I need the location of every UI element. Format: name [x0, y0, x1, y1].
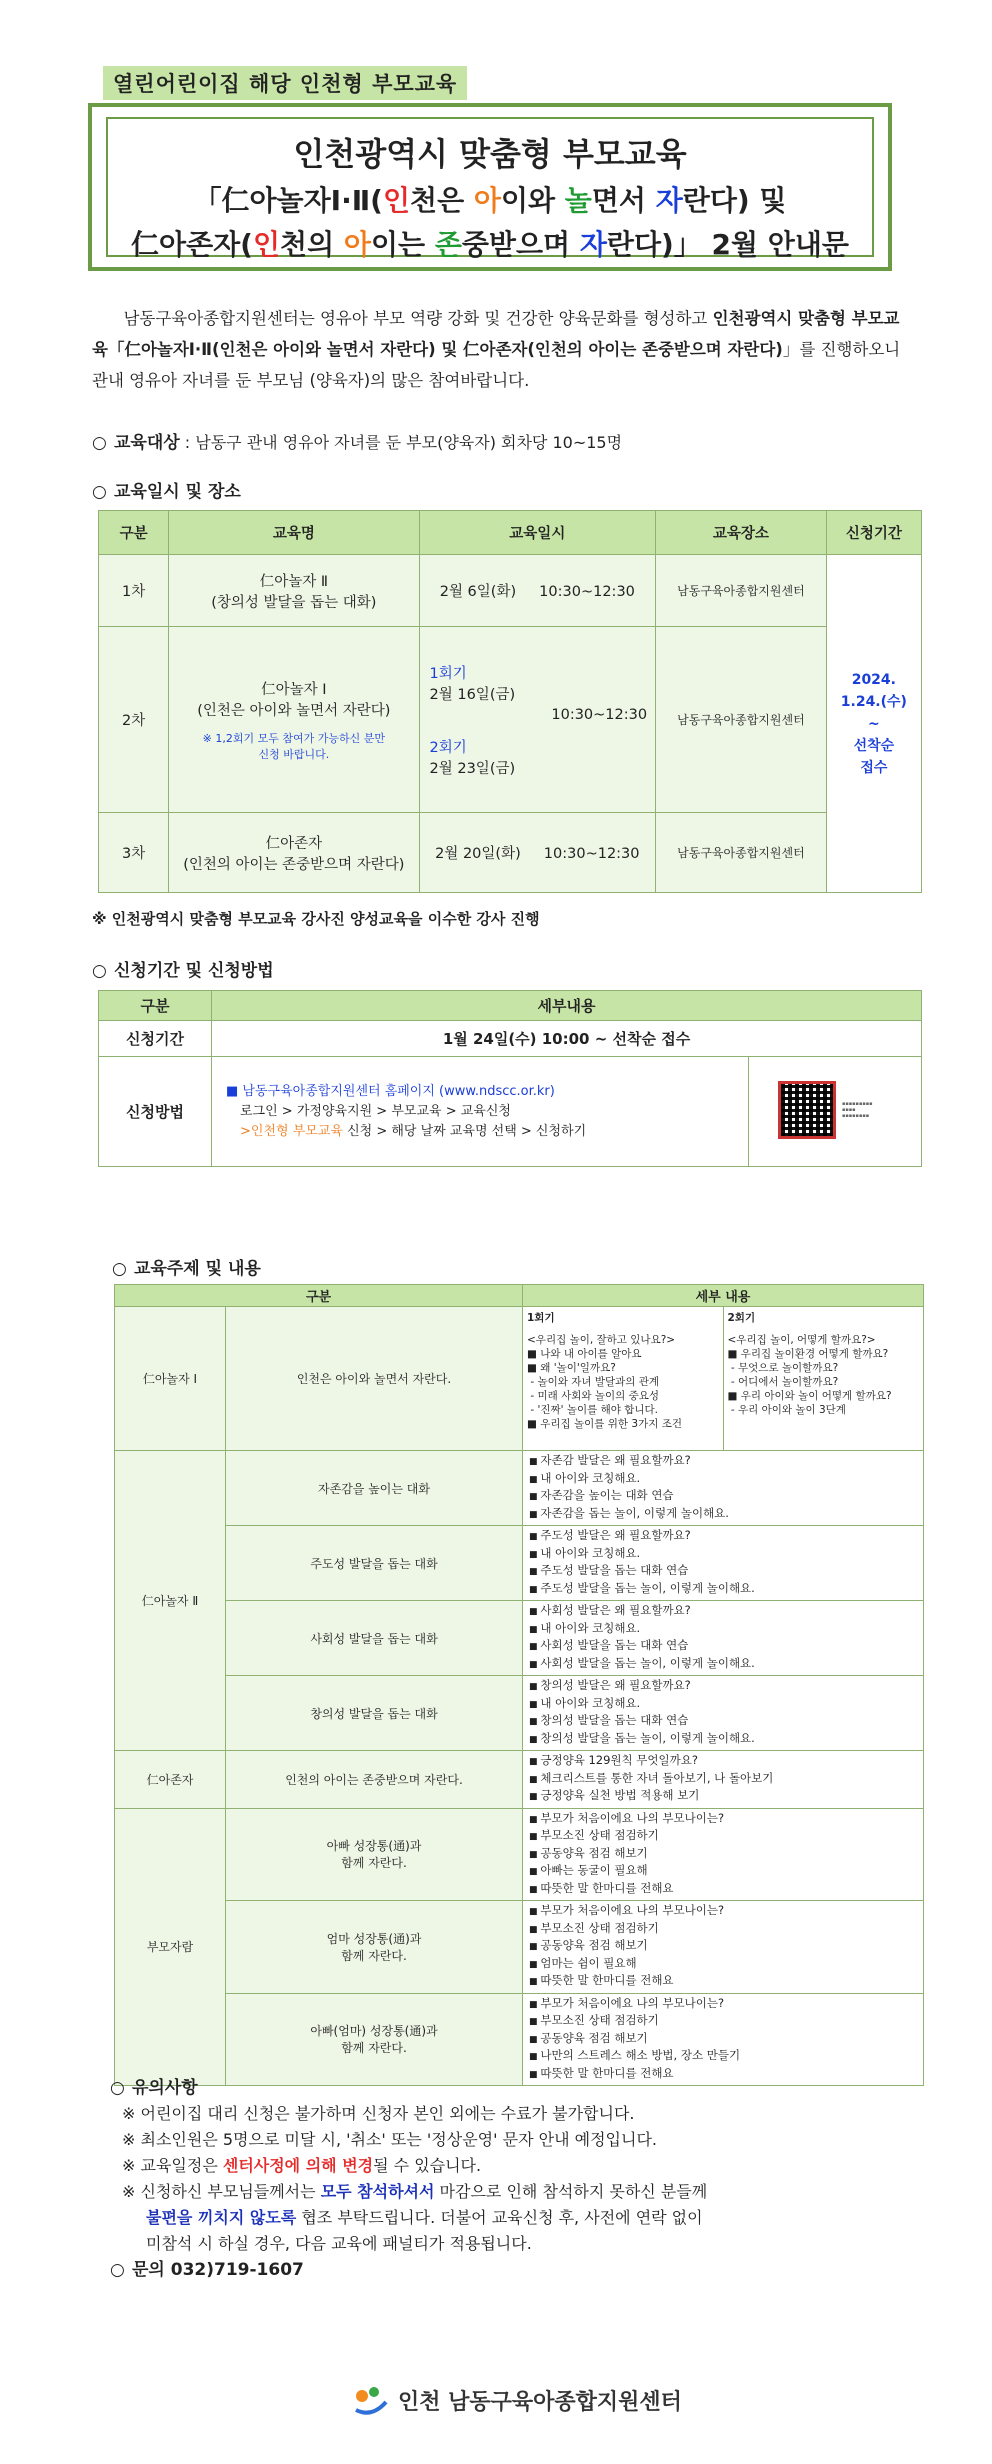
list-item: ■ 사회성 발달은 왜 필요할까요?: [529, 1603, 917, 1621]
notes-heading: ○ 유의사항: [110, 2078, 198, 2098]
col-header: 구분: [99, 991, 212, 1021]
list-item: ■ 자존감을 돕는 놀이, 이렇게 놀이해요.: [529, 1506, 917, 1524]
topics-heading: ○ 교육주제 및 내용: [112, 1259, 261, 1279]
contact-line: ○ 문의 032)719-1607: [110, 2260, 304, 2280]
center-logo-icon: [352, 2384, 392, 2422]
list-item: ■ 자존감 발달은 왜 필요할까요?: [529, 1453, 917, 1471]
table-row: 3차 仁아존자 (인천의 아이는 존중받으며 자란다) 2월 20일(화) 10:30~12:30 남동구육아종합지원센터: [99, 813, 922, 893]
apply-table: [98, 990, 922, 1167]
table-row: 엄마 성장통(通)과 함께 자란다. ■ 부모가 처음이에요 나의 부모나이는? ■ 부모소진 상태 점검하기 ■ 공동양육 점검 해보기 ■ 엄마는 쉼이 필요해 ■ 따뜻한 말 한마디를 전해요: [115, 1901, 924, 1994]
col-header: 구분: [99, 511, 169, 555]
list-item: - '진짜' 놀이를 해야 합니다.: [527, 1404, 659, 1416]
category-tag: 열린어린이집 해당 인천형 부모교육: [103, 66, 467, 100]
list-item: ■ 주도성 발달을 돕는 놀이, 이렇게 놀이해요.: [529, 1581, 917, 1599]
list-item: ■ 체크리스트를 통한 자녀 돌아보기, 나 돌아보기: [529, 1771, 917, 1789]
list-item: ■ 나와 내 아이를 알아요: [527, 1348, 642, 1360]
list-item: ■ 창의성 발달은 왜 필요할까요?: [529, 1678, 917, 1696]
table-row: 仁아놀자 Ⅱ 자존감을 높이는 대화 ■ 자존감 발달은 왜 필요할까요? ■ 내 아이와 코칭해요. ■ 자존감을 높이는 대화 연습 ■ 자존감을 돕는 놀이, 이렇게 놀이해요.: [115, 1451, 924, 1526]
list-item: ■ 자존감을 높이는 대화 연습: [529, 1488, 917, 1506]
homepage-link[interactable]: 남동구육아종합지원센터 홈페이지 (www.ndscc.or.kr): [242, 1083, 555, 1099]
note-item: ※ 최소인원은 5명으로 미달 시, '취소' 또는 '정상운영' 문자 안내 예정입니다.: [122, 2130, 657, 2149]
title-line-2: 「仁아놀자Ⅰ·Ⅱ(인천은 아이와 놀면서 자란다) 및: [193, 184, 787, 217]
target-line: ○ 교육대상 : 남동구 관내 영유아 자녀를 둔 부모(양육자) 회차당 10~15명: [92, 433, 623, 453]
list-item: ■ 공동양육 점검 해보기: [529, 1846, 917, 1864]
note-item: ※ 어린이집 대리 신청은 불가하며 신청자 본인 외에는 수료가 불가합니다.: [122, 2104, 635, 2123]
list-item: ■ 사회성 발달을 돕는 놀이, 이렇게 놀이해요.: [529, 1656, 917, 1674]
table-row: 주도성 발달을 돕는 대화 ■ 주도성 발달은 왜 필요할까요? ■ 내 아이와 코칭해요. ■ 주도성 발달을 돕는 대화 연습 ■ 주도성 발달을 돕는 놀이, 이렇게 놀이해요.: [115, 1526, 924, 1601]
list-item: - 어디에서 놀이할까요?: [727, 1376, 839, 1388]
list-item: ■ 내 아이와 코칭해요.: [529, 1621, 917, 1639]
col-header: 교육장소: [656, 511, 827, 555]
list-item: ■ 따뜻한 말 한마디를 전해요: [529, 1881, 917, 1899]
list-item: ■ 나만의 스트레스 해소 방법, 장소 만들기: [529, 2048, 917, 2066]
schedule-footnote: ※ 인천광역시 맞춤형 부모교육 강사진 양성교육을 이수한 강사 진행: [92, 910, 540, 928]
list-item: ■ 우리 아이와 놀이 어떻게 할까요?: [727, 1390, 892, 1402]
table-row: 1차 仁아놀자 Ⅱ (창의성 발달을 돕는 대화) 2월 6일(화) 10:30~12:30 남동구육아종합지원센터 2024. 1.24.(수) ~ 선착순 접수: [99, 555, 922, 627]
col-header: 세부 내용: [523, 1285, 924, 1307]
apply-heading: ○ 신청기간 및 신청방법: [92, 961, 274, 981]
title-line-3: 仁아존자(인천의 아이는 존중받으며 자란다)」 2월 안내문: [131, 228, 849, 261]
list-item: ■ 내 아이와 코칭해요.: [529, 1546, 917, 1564]
table-row: 2차 仁아놀자 Ⅰ (인천은 아이와 놀면서 자란다) ※ 1,2회기 모두 참여가 가능하신 분만 신청 바랍니다. 1회기 2월 16일(금) 10:30~12:30 2회기 2월 23일(금) 남동구육아종합지원센터: [99, 627, 922, 813]
note-item: 미참석 시 하실 경우, 다음 교육에 패널티가 적용됩니다.: [146, 2234, 532, 2253]
qr-code-icon[interactable]: [778, 1081, 836, 1139]
col-header: 신청기간: [826, 511, 921, 555]
list-item: ■ 주도성 발달은 왜 필요할까요?: [529, 1528, 917, 1546]
note-item: 불편을 끼치지 않도록 협조 부탁드립니다. 더불어 교육신청 후, 사전에 연락 없이: [146, 2208, 703, 2227]
list-item: - 무엇으로 놀이할까요?: [727, 1362, 839, 1374]
col-header: 세부내용: [212, 991, 922, 1021]
list-item: <우리집 놀이, 잘하고 있나요?>: [527, 1334, 676, 1346]
list-item: - 미래 사회와 놀이의 중요성: [527, 1390, 660, 1402]
col-header: 교육일시: [419, 511, 656, 555]
list-item: ■ 공동양육 점검 해보기: [529, 1938, 917, 1956]
list-item: ■ 부모가 처음이에요 나의 부모나이는?: [529, 1811, 917, 1829]
list-item: ■ 긍정양육 실천 방법 적용해 보기: [529, 1788, 917, 1806]
schedule-table: [98, 510, 922, 893]
col-header: 구분: [115, 1285, 523, 1307]
list-item: ■ 내 아이와 코칭해요.: [529, 1696, 917, 1714]
table-row: 부모자람 아빠 성장통(通)과 함께 자란다. ■ 부모가 처음이에요 나의 부모나이는? ■ 부모소진 상태 점검하기 ■ 공동양육 점검 해보기 ■ 아빠는 동굴이 필요해 ■ 따뜻한 말 한마디를 전해요: [115, 1808, 924, 1901]
list-item: ■ 창의성 발달을 돕는 놀이, 이렇게 놀이해요.: [529, 1731, 917, 1749]
list-item: ■ 주도성 발달을 돕는 대화 연습: [529, 1563, 917, 1581]
notes-section: [110, 2075, 930, 2283]
table-row: 신청기간 1월 24일(수) 10:00 ~ 선착순 접수: [99, 1021, 922, 1057]
intro-paragraph: 남동구육아종합지원센터는 영유아 부모 역량 강화 및 건강한 양육문화를 형성하고 인천광역시 맞춤형 부모교육「仁아놀자Ⅰ·Ⅱ(인천은 아이와 놀면서 자란다) 및 仁아존자(인천의 아이는 존중받으며 자란다)」를 진행하오니 관내 영유아 자녀를 둔 부모님 (양육자)의 많은 참여바랍니다.: [92, 309, 901, 390]
list-item: <우리집 놀이, 어떻게 할까요?>: [727, 1334, 876, 1346]
list-item: ■ 우리집 놀이를 위한 3가지 조건: [527, 1418, 683, 1430]
list-item: - 우리 아이와 놀이 3단계: [727, 1404, 846, 1416]
list-item: ■ 따뜻한 말 한마디를 전해요: [529, 1973, 917, 1991]
list-item: ■ 우리집 놀이환경 어떻게 할까요?: [727, 1348, 889, 1360]
topics-table: [114, 1284, 924, 2086]
table-row: 신청방법 ■ 남동구육아종합지원센터 홈페이지 (www.ndscc.or.kr) 로그인 > 가정양육지원 > 부모교육 > 교육신청 >인천형 부모교육 신청 > 해당 날짜 교육명 선택 > 신청하기 ▪▪▪▪▪▪▪▪▪ ▪▪▪▪ ▪▪▪▪▪▪▪▪: [99, 1057, 922, 1167]
list-item: ■ 부모소진 상태 점검하기: [529, 1921, 917, 1939]
schedule-heading: ○ 교육일시 및 장소: [92, 482, 241, 502]
list-item: ■ 부모가 처음이에요 나의 부모나이는?: [529, 1996, 917, 2014]
list-item: ■ 왜 '놀이'일까요?: [527, 1362, 616, 1374]
apply-period-cell: 2024. 1.24.(수) ~ 선착순 접수: [826, 555, 921, 893]
list-item: ■ 아빠는 동굴이 필요해: [529, 1863, 917, 1881]
list-item: ■ 엄마는 쉼이 필요해: [529, 1956, 917, 1974]
list-item: ■ 창의성 발달을 돕는 대화 연습: [529, 1713, 917, 1731]
table-row: 사회성 발달을 돕는 대화 ■ 사회성 발달은 왜 필요할까요? ■ 내 아이와 코칭해요. ■ 사회성 발달을 돕는 대화 연습 ■ 사회성 발달을 돕는 놀이, 이렇게 놀이해요.: [115, 1601, 924, 1676]
note-item: ※ 신청하신 부모님들께서는 모두 참석하셔서 마감으로 인해 참석하지 못하신 분들께: [122, 2182, 708, 2201]
list-item: ■ 공동양육 점검 해보기: [529, 2031, 917, 2049]
title-box: [88, 103, 892, 271]
table-row: 仁아놀자 Ⅰ 인천은 아이와 놀면서 자란다. 1회기 <우리집 놀이, 잘하고 있나요?> ■ 나와 내 아이를 알아요 ■ 왜 '놀이'일까요? - 놀이와 자녀 발달과의 관계 - 미래 사회와 놀이의 중요성 - '진짜' 놀이를 해야 합니다. ■ 우리집 놀이를 위한 3가지 조건 2회기 <우리집 놀이, 어떻게 할까요?> ■ 우리집 놀이환경 어떻게 할까요? - 무엇으로 놀이할까요? - 어디에서 놀이할까요? ■ 우리 아이와 놀이 어떻게 할까요? - 우리 아이와 놀이 3단계: [115, 1307, 924, 1451]
list-item: ■ 부모소진 상태 점검하기: [529, 2013, 917, 2031]
note-item: ※ 교육일정은 센터사정에 의해 변경될 수 있습니다.: [122, 2156, 482, 2175]
list-item: ■ 내 아이와 코칭해요.: [529, 1471, 917, 1489]
list-item: ■ 부모소진 상태 점검하기: [529, 1828, 917, 1846]
table-row: 아빠(엄마) 성장통(通)과 함께 자란다. ■ 부모가 처음이에요 나의 부모나이는? ■ 부모소진 상태 점검하기 ■ 공동양육 점검 해보기 ■ 나만의 스트레스 해소 방법, 장소 만들기 ■ 따뜻한 말 한마디를 전해요: [115, 1993, 924, 2086]
list-item: ■ 사회성 발달을 돕는 대화 연습: [529, 1638, 917, 1656]
list-item: - 놀이와 자녀 발달과의 관계: [527, 1376, 660, 1388]
list-item: ■ 따뜻한 말 한마디를 전해요: [529, 2066, 917, 2084]
table-row: 仁아존자 인천의 아이는 존중받으며 자란다. ■ 긍정양육 129원칙 무엇일까요? ■ 체크리스트를 통한 자녀 돌아보기, 나 돌아보기 ■ 긍정양육 실천 방법 적용해 보기: [115, 1751, 924, 1809]
table-row: 창의성 발달을 돕는 대화 ■ 창의성 발달은 왜 필요할까요? ■ 내 아이와 코칭해요. ■ 창의성 발달을 돕는 대화 연습 ■ 창의성 발달을 돕는 놀이, 이렇게 놀이해요.: [115, 1676, 924, 1751]
list-item: ■ 부모가 처음이에요 나의 부모나이는?: [529, 1903, 917, 1921]
footer-org: 인천 남동구육아종합지원센터: [352, 2384, 682, 2422]
page-title: 인천광역시 맞춤형 부모교육: [293, 135, 687, 173]
col-header: 교육명: [169, 511, 419, 555]
list-item: ■ 긍정양육 129원칙 무엇일까요?: [529, 1753, 917, 1771]
